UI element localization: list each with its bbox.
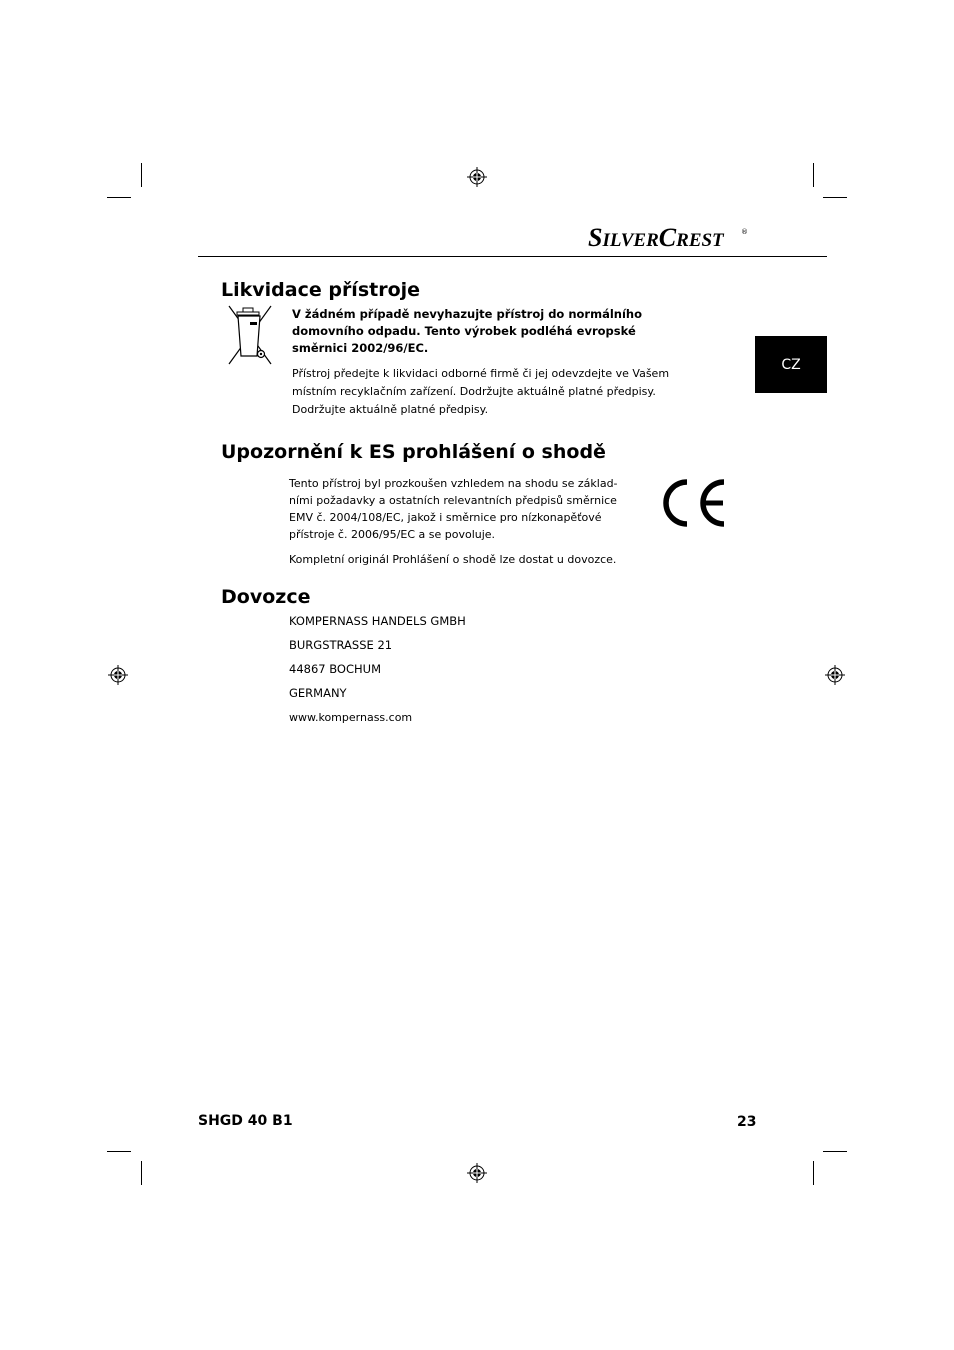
crop-mark [813, 163, 814, 187]
registered-mark: ® [741, 228, 748, 236]
brand-logo [588, 222, 748, 252]
importer-line: KOMPERNASS HANDELS GMBH [289, 614, 466, 628]
crop-mark [141, 163, 142, 187]
importer-line: GERMANY [289, 686, 347, 700]
crop-mark [823, 197, 847, 198]
language-tab: CZ [755, 336, 827, 393]
importer-line: 44867 BOCHUM [289, 662, 381, 676]
registration-mark-icon [825, 665, 845, 685]
footer-model: SHGD 40 B1 [198, 1113, 293, 1129]
conformity-note: Kompletní originál Prohlášení o shodě lze dostat u dovozce. [289, 553, 617, 566]
crop-mark [107, 197, 131, 198]
importer-website: www.kompernass.com [289, 711, 413, 724]
section-title-importer: Dovozce [221, 586, 311, 608]
registration-mark-icon [467, 167, 487, 187]
registration-mark-icon [108, 665, 128, 685]
conformity-body: Tento přístroj byl prozkoušen vzhledem na shodu se základ- ními požadavky a ostatních relevantních předpisů směrnice EMV č. 2004/108/EC, jakož i směrnice pro nízkonapěťové přístroje č. 2006/95/EC a se povoluje. [289, 477, 618, 541]
disposal-warning: V žádném případě nevyhazujte přístroj do normálního domovního odpadu. Tento výrobek podléhá evropské směrnici 2002/96/EC. [292, 307, 642, 355]
crop-mark [823, 1151, 847, 1152]
section-title-conformity: Upozornění k ES prohlášení o shodě [221, 441, 606, 463]
page-number: 23 [737, 1114, 757, 1130]
header-rule [198, 256, 827, 257]
crop-mark [813, 1161, 814, 1185]
importer-line: BURGSTRASSE 21 [289, 638, 393, 652]
crop-mark [141, 1161, 142, 1185]
svg-text:SILVERCREST: SILVERCREST [588, 223, 724, 252]
section-title-disposal: Likvidace přístroje [221, 279, 421, 301]
registration-mark-icon [467, 1163, 487, 1183]
ce-mark-icon [657, 478, 729, 528]
crossed-out-wheelie-bin-icon [221, 304, 277, 366]
disposal-body: Přístroj předejte k likvidaci odborné firmě či jej odevzdejte ve Vašem místním recyklačním zařízení. Dodržujte aktuálně platné předpisy. Dodržujte aktuálně platné předpisy. [292, 367, 670, 416]
crop-mark [107, 1151, 131, 1152]
